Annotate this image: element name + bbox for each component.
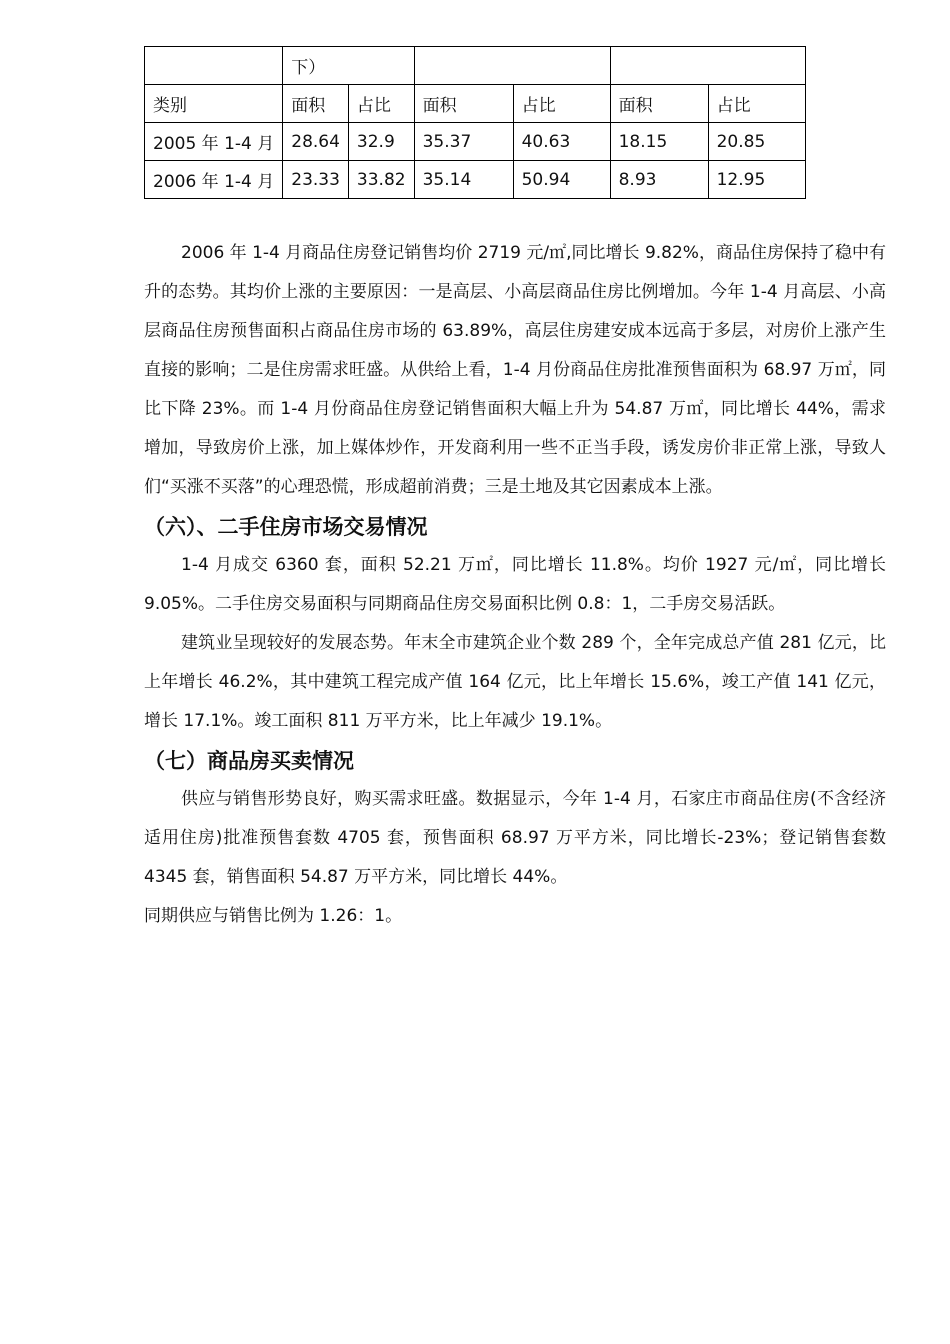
table-cell	[610, 47, 805, 85]
table-header-cell: 面积	[414, 85, 513, 123]
table-cell: 2006 年 1-4 月	[145, 161, 283, 199]
section-heading-seven: （七）商品房买卖情况	[144, 748, 354, 773]
table-cell: 2005 年 1-4 月	[145, 123, 283, 161]
table-header-cell: 占比	[348, 85, 414, 123]
paragraph-construction: 建筑业呈现较好的发展态势。年末全市建筑企业个数 289 个，全年完成总产值 281 亿元，比上年增长 46.2%，其中建筑工程完成产值 164 亿元，比上年增长 15.6%，竣工产值 141 亿元，增长 17.1%。竣工面积 811 万平方米，比上年减少 19.1%。	[144, 633, 886, 731]
paragraph-supply-ratio: 同期供应与销售比例为 1.26：1。	[144, 906, 403, 926]
table-cell: 32.9	[348, 123, 414, 161]
table-header-cell: 面积	[283, 85, 349, 123]
table-cell: 12.95	[708, 161, 805, 199]
document-body	[144, 234, 886, 936]
paragraph-price-analysis: 2006 年 1-4 月商品住房登记销售均价 2719 元/㎡,同比增长 9.82%，商品住房保持了稳中有升的态势。其均价上涨的主要原因：一是高层、小高层商品住房比例增加。今年 1-4 月高层、小高层商品住房预售面积占商品住房市场的 63.89%，高层住房建安成本远高于多层，对房价上涨产生直接的影响；二是住房需求旺盛。从供给上看，1-4 月份商品住房批准预售面积为 68.97 万㎡，同比下降 23%。而 1-4 月份商品住房登记销售面积大幅上升为 54.87 万㎡，同比增长 44%，需求增加，导致房价上涨，加上媒体炒作，开发商利用一些不正当手段，诱发房价非正常上涨，导致人们“买涨不买落”的心理恐慌，形成超前消费；三是土地及其它因素成本上涨。	[144, 243, 886, 497]
table-cell: 28.64	[283, 123, 349, 161]
table-cell: 33.82	[348, 161, 414, 199]
table-row-2006	[145, 161, 806, 199]
table-cell: 35.14	[414, 161, 513, 199]
table-cell	[414, 47, 610, 85]
table-header-cell: 占比	[513, 85, 610, 123]
table-header-cell: 类别	[145, 85, 283, 123]
table-cell: 下）	[283, 47, 414, 85]
table-cell: 50.94	[513, 161, 610, 199]
table-cell: 35.37	[414, 123, 513, 161]
table-row-2005	[145, 123, 806, 161]
section-heading-six: （六）、二手住房市场交易情况	[144, 514, 428, 539]
table-cell: 40.63	[513, 123, 610, 161]
table-cell: 18.15	[610, 123, 708, 161]
housing-area-table	[144, 46, 806, 199]
paragraph-supply-sales: 供应与销售形势良好，购买需求旺盛。数据显示，今年 1-4 月，石家庄市商品住房(不含经济适用住房)批准预售套数 4705 套，预售面积 68.97 万平方米，同比增长-23%；登记销售套数 4345 套，销售面积 54.87 万平方米，同比增长 44%。	[144, 789, 886, 887]
table-cell	[145, 47, 283, 85]
table-header-cell: 占比	[708, 85, 805, 123]
table-header-cell: 面积	[610, 85, 708, 123]
table-cell: 20.85	[708, 123, 805, 161]
table-header-row	[145, 85, 806, 123]
data-table-container	[144, 46, 806, 199]
paragraph-secondhand-market: 1-4 月成交 6360 套，面积 52.21 万㎡，同比增长 11.8%。均价 1927 元/㎡，同比增长 9.05%。二手住房交易面积与同期商品住房交易面积比例 0.8：1，二手房交易活跃。	[144, 555, 886, 614]
table-row-continued	[145, 47, 806, 85]
table-cell: 23.33	[283, 161, 349, 199]
table-cell: 8.93	[610, 161, 708, 199]
